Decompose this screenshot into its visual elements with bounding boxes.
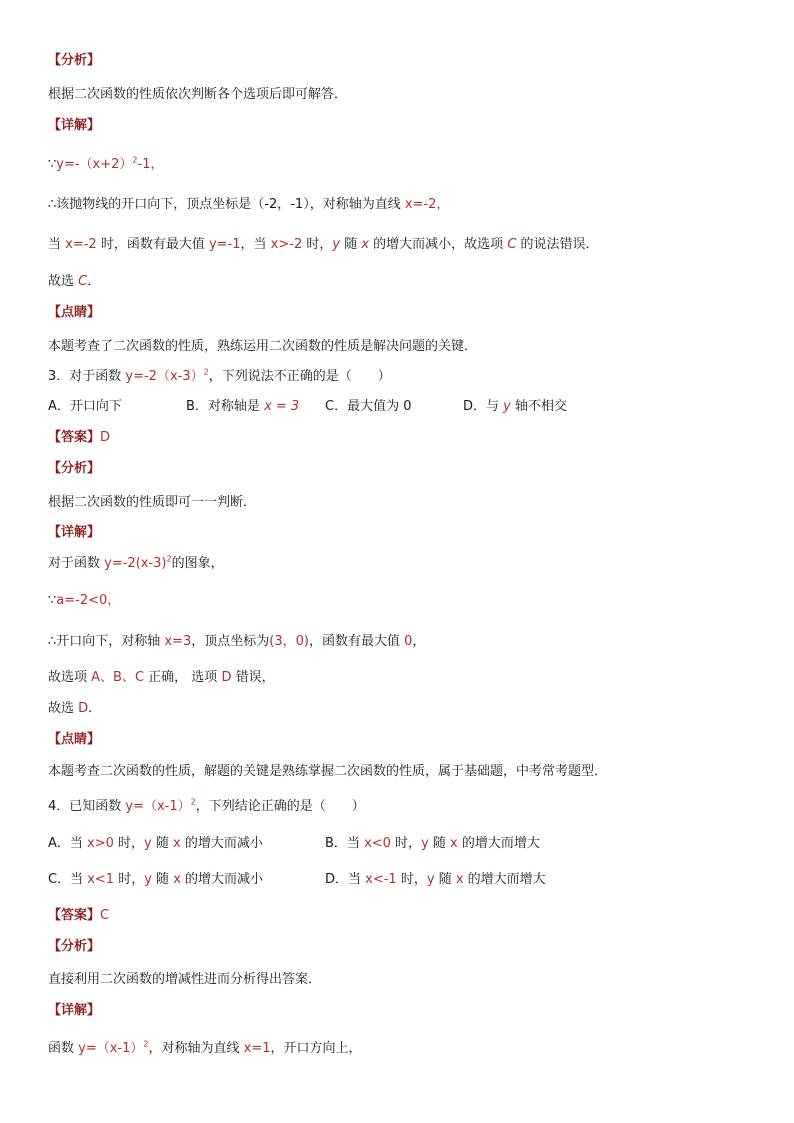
detail-line-2: ∴该抛物线的开口向下，顶点坐标是（-2，-1），对称轴为直线 x=-2， [48,197,450,212]
q3-answer: 【答案】D [48,430,111,445]
q3-option-d: D．与 y 轴不相交 [463,399,567,414]
q3-detail-line-3: ∴开口向下，对称轴 x=3，顶点坐标为(3，0)，函数有最大值 0， [48,634,426,649]
analysis-text: 根据二次函数的性质依次判断各个选项后即可解答． [48,87,348,102]
q4-option-c: C．当 x<1 时，y 随 x 的增大而减小 [48,872,264,887]
q4-answer: 【答案】C [48,908,110,923]
q3-analysis-heading: 【分析】 [48,461,101,476]
detail-line-4: 故选 C． [48,274,101,289]
q4-option-b: B．当 x<0 时，y 随 x 的增大而增大 [325,836,540,851]
q3-option-c: C．最大值为 0 [325,399,412,414]
q4-detail-line-1: 函数 $y=(x-1)^2$，对称轴为直线 x=1，开口方向上， [48,1039,362,1056]
q3-option-a: A．开口向下 [48,399,122,414]
analysis-heading: 【分析】 [48,53,101,68]
q4-option-a: A．当 x>0 时，y 随 x 的增大而减小 [48,836,263,851]
q4-analysis-text: 直接利用二次函数的增减性进而分析得出答案． [48,972,322,987]
q3-detail-heading: 【详解】 [48,525,101,540]
q4-option-d: D．当 x<-1 时，y 随 x 的增大而增大 [325,872,546,887]
q4-detail-heading: 【详解】 [48,1003,101,1018]
q4-stem: 4．已知函数 $y=(x-1)^2$，下列结论正确的是（ ） [48,797,365,814]
q3-detail-line-4: 故选项 A、B、C 正确， 选项 D 错误， [48,670,275,685]
q3-stem: 3．对于函数 $y=-2(x-3)^2$，下列说法不正确的是（ ） [48,367,391,384]
q3-comment-heading: 【点睛】 [48,732,101,747]
comment-text: 本题考查了二次函数的性质，熟练运用二次函数的性质是解决问题的关键． [48,339,478,354]
detail-heading: 【详解】 [48,118,101,133]
q3-detail-line-1: 对于函数 $y=-2(x-3)^2$的图象， [48,554,224,571]
q4-analysis-heading: 【分析】 [48,939,101,954]
detail-line-1: $\because y=-(x+2)^2-1$， [48,155,164,172]
q3-analysis-text: 根据二次函数的性质即可一一判断． [48,495,257,510]
q3-detail-line-2: ∵a=-2<0， [48,593,121,608]
q3-option-b: B．对称轴是 x = 3 [186,399,300,414]
comment-heading: 【点睛】 [48,305,101,320]
q3-comment-text: 本题考查二次函数的性质，解题的关键是熟练掌握二次函数的性质，属于基础题，中考常考题型． [48,764,608,779]
q3-detail-line-5: 故选 D． [48,701,102,716]
detail-line-3: 当 x=-2 时，函数有最大值 y=-1，当 x>-2 时，y 随 x 的增大而减小，故选项 C 的说法错误． [48,237,599,252]
